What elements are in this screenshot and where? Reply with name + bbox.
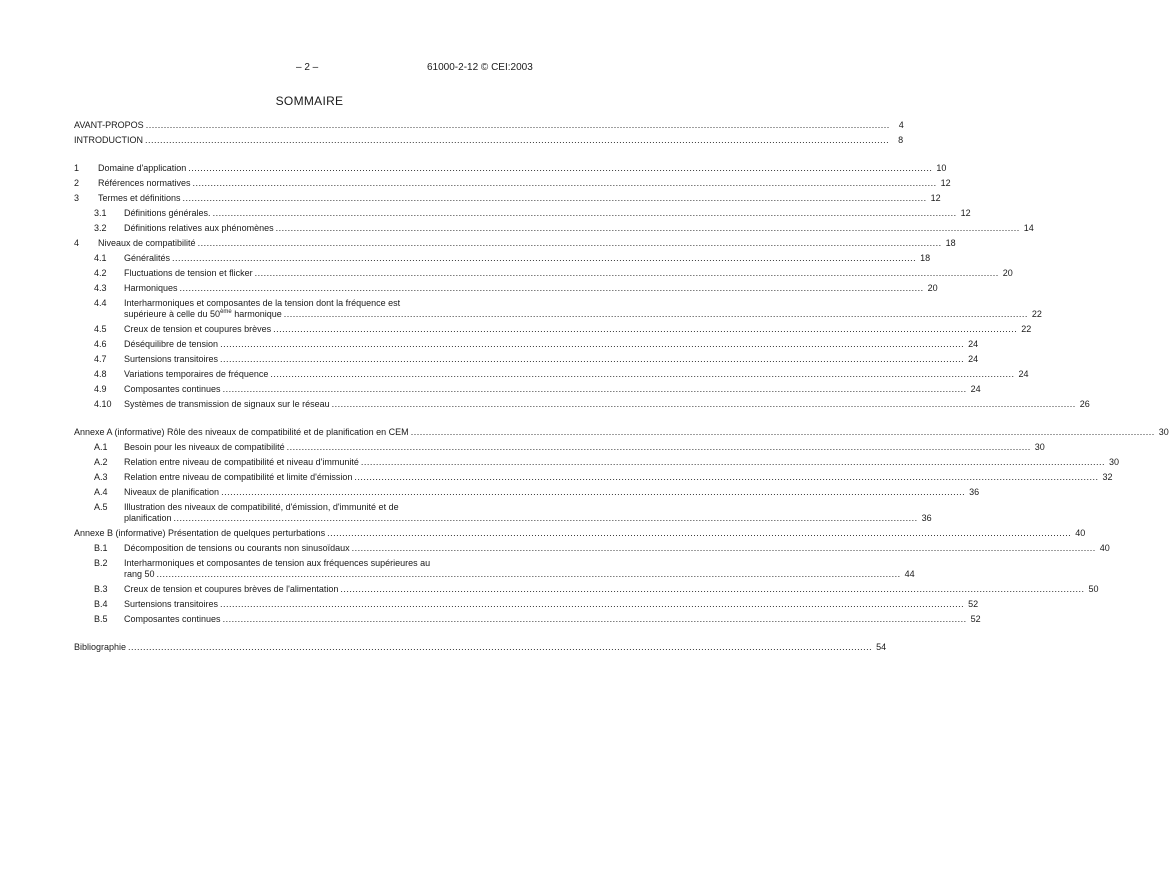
toc-entry-4-5[interactable]: 4.5 Creux de tension et coupures brèves ..... 22 <box>74 322 546 337</box>
toc-entry-3-2[interactable]: 3.2 Définitions relatives aux phénomènes ..... 14 <box>74 221 546 236</box>
toc-entry-a-3[interactable]: A.3 Relation entre niveau de compatibilité et limite d'émission ..... 32 <box>74 470 546 485</box>
toc-entry-4-7[interactable]: 4.7 Surtensions transitoires ..... 24 <box>74 352 546 367</box>
document-reference: 61000-2-12 © CEI:2003 <box>427 62 533 73</box>
toc-entry-3-1[interactable]: 3.1 Définitions générales. ..... 12 <box>74 206 546 221</box>
page-title: SOMMAIRE <box>275 94 344 108</box>
toc-entry-bibliography[interactable]: Bibliographie ..... 54 <box>74 640 546 655</box>
toc-entry-a-2[interactable]: A.2 Relation entre niveau de compatibilité et niveau d'immunité ..... 30 <box>74 455 546 470</box>
toc-entry-annex-b[interactable]: Annexe B (informative) Présentation de quelques perturbations ..... 40 <box>74 526 546 541</box>
toc-entry-b-1[interactable]: B.1 Décomposition de tensions ou courants non sinusoïdaux ..... 40 <box>74 541 546 556</box>
toc-entry-b-4[interactable]: B.4 Surtensions transitoires ..... 52 <box>74 597 546 612</box>
page-number: – 2 – <box>296 62 319 73</box>
toc-entry-4-10[interactable]: 4.10 Systèmes de transmission de signaux sur le réseau ..... 26 <box>74 397 546 412</box>
toc-entry-b-3[interactable]: B.3 Creux de tension et coupures brèves de l'alimentation ..... 50 <box>74 582 546 597</box>
toc-entry-a-5[interactable]: A.5 Illustration des niveaux de compatibilité, d'émission, d'immunité et de planification ..... 36 <box>74 500 546 526</box>
toc-entry-4-3[interactable]: 4.3 Harmoniques ..... 20 <box>74 281 546 296</box>
toc-entry-4-9[interactable]: 4.9 Composantes continues ..... 24 <box>74 382 546 397</box>
toc-entry-4-4[interactable]: 4.4 Interharmoniques et composantes de la tension dont la fréquence est supérieure à celle du 50ème harmonique ..... 22 <box>74 296 546 322</box>
toc-entry-a-4[interactable]: A.4 Niveaux de planification ..... 36 <box>74 485 546 500</box>
toc-entry-4-6[interactable]: 4.6 Déséquilibre de tension ..... 24 <box>74 337 546 352</box>
toc-entry-2[interactable]: 2 Références normatives ..... 12 <box>74 176 546 191</box>
toc-entry-b-5[interactable]: B.5 Composantes continues ..... 52 <box>74 612 546 627</box>
toc-entry-3[interactable]: 3 Termes et définitions ..... 12 <box>74 191 546 206</box>
toc-entry-introduction[interactable]: INTRODUCTION ..... 8 <box>74 133 546 148</box>
toc-entry-4-2[interactable]: 4.2 Fluctuations de tension et flicker ..... 20 <box>74 266 546 281</box>
toc-entry-annex-a[interactable]: Annexe A (informative) Rôle des niveaux de compatibilité et de planification en CEM ..... 30 <box>74 425 546 440</box>
toc-entry-4[interactable]: 4 Niveaux de compatibilité ..... 18 <box>74 236 546 251</box>
toc-entry-a-1[interactable]: A.1 Besoin pour les niveaux de compatibilité ..... 30 <box>74 440 546 455</box>
toc-entry-1[interactable]: 1 Domaine d'application ..... 10 <box>74 161 546 176</box>
toc-entry-4-1[interactable]: 4.1 Généralités ..... 18 <box>74 251 546 266</box>
table-of-contents <box>74 118 1169 655</box>
toc-entry-4-8[interactable]: 4.8 Variations temporaires de fréquence ..... 24 <box>74 367 546 382</box>
toc-entry-b-2[interactable]: B.2 Interharmoniques et composantes de tension aux fréquences supérieures au rang 50 ..... 44 <box>74 556 546 582</box>
toc-entry-avant-propos[interactable]: AVANT-PROPOS ..... 4 <box>74 118 546 133</box>
